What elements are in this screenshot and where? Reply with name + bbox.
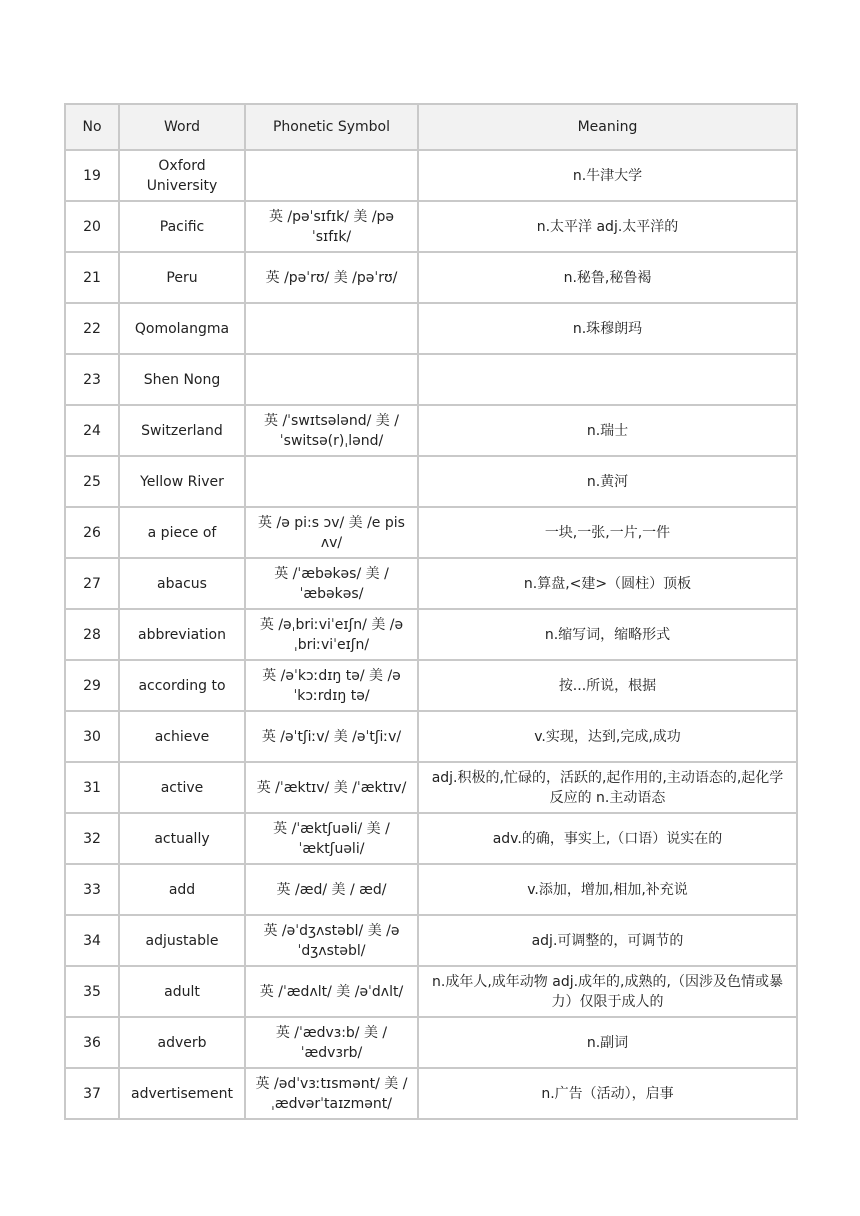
table-row	[65, 303, 797, 354]
cell-phonetic: 英 /pəˈsɪfɪk/ 美 /pəˈsɪfɪk/	[245, 201, 418, 252]
cell-meaning: adj.积极的,忙碌的，活跃的,起作用的,主动语态的,起化学反应的 n.主动语态	[418, 762, 797, 813]
cell-no: 20	[65, 201, 119, 252]
cell-word: Yellow River	[119, 456, 245, 507]
cell-meaning: adv.的确，事实上,（口语）说实在的	[418, 813, 797, 864]
table-row	[65, 609, 797, 660]
cell-no: 37	[65, 1068, 119, 1119]
cell-phonetic: 英 /ˈswɪtsələnd/ 美 /ˈswitsə(r)ˌlənd/	[245, 405, 418, 456]
table-row	[65, 813, 797, 864]
table-row	[65, 966, 797, 1017]
cell-word: Peru	[119, 252, 245, 303]
header-word: Word	[119, 104, 245, 150]
cell-meaning: n.秘鲁,秘鲁褐	[418, 252, 797, 303]
cell-no: 27	[65, 558, 119, 609]
cell-no: 23	[65, 354, 119, 405]
table-row	[65, 150, 797, 201]
cell-meaning: n.成年人,成年动物 adj.成年的,成熟的,（因涉及色情或暴力）仅限于成人的	[418, 966, 797, 1017]
cell-no: 19	[65, 150, 119, 201]
cell-no: 21	[65, 252, 119, 303]
cell-word: Shen Nong	[119, 354, 245, 405]
cell-phonetic: 英 /əˈkɔːdɪŋ tə/ 美 /əˈkɔːrdɪŋ tə/	[245, 660, 418, 711]
cell-meaning: 一块,一张,一片,一件	[418, 507, 797, 558]
vocabulary-table	[64, 103, 798, 1120]
header-meaning: Meaning	[418, 104, 797, 150]
table-row	[65, 864, 797, 915]
header-phonetic: Phonetic Symbol	[245, 104, 418, 150]
cell-meaning: n.缩写词，缩略形式	[418, 609, 797, 660]
cell-word: abacus	[119, 558, 245, 609]
cell-meaning: n.珠穆朗玛	[418, 303, 797, 354]
cell-no: 22	[65, 303, 119, 354]
cell-phonetic	[245, 150, 418, 201]
cell-phonetic: 英 /pəˈrʊ/ 美 /pəˈrʊ/	[245, 252, 418, 303]
cell-word: adult	[119, 966, 245, 1017]
table-row	[65, 711, 797, 762]
cell-no: 24	[65, 405, 119, 456]
cell-no: 26	[65, 507, 119, 558]
cell-phonetic: 英 /ə pi:s ɔv/ 美 /e pis ʌv/	[245, 507, 418, 558]
cell-no: 36	[65, 1017, 119, 1068]
cell-phonetic	[245, 456, 418, 507]
cell-no: 30	[65, 711, 119, 762]
cell-phonetic: 英 /ˈæbəkəs/ 美 /ˈæbəkəs/	[245, 558, 418, 609]
cell-meaning: v.实现，达到,完成,成功	[418, 711, 797, 762]
table-header-row	[65, 104, 797, 150]
table-row	[65, 915, 797, 966]
cell-word: Qomolangma	[119, 303, 245, 354]
cell-no: 29	[65, 660, 119, 711]
cell-phonetic: 英 /ˈædvɜ:b/ 美 /ˈædvɜrb/	[245, 1017, 418, 1068]
cell-word: according to	[119, 660, 245, 711]
cell-meaning: n.算盘,<建>（圆柱）顶板	[418, 558, 797, 609]
cell-meaning: n.瑞士	[418, 405, 797, 456]
cell-meaning: n.广告（活动），启事	[418, 1068, 797, 1119]
table-row	[65, 201, 797, 252]
cell-meaning: 按...所说，根据	[418, 660, 797, 711]
table-row	[65, 1017, 797, 1068]
cell-word: advertisement	[119, 1068, 245, 1119]
cell-word: a piece of	[119, 507, 245, 558]
cell-phonetic: 英 /əˌbriːviˈeɪʃn/ 美 /əˌbriːviˈeɪʃn/	[245, 609, 418, 660]
cell-meaning: n.牛津大学	[418, 150, 797, 201]
cell-no: 28	[65, 609, 119, 660]
cell-phonetic: 英 /ˈæktʃuəli/ 美 /ˈæktʃuəli/	[245, 813, 418, 864]
header-no: No	[65, 104, 119, 150]
table-row	[65, 1068, 797, 1119]
table-row	[65, 354, 797, 405]
cell-word: achieve	[119, 711, 245, 762]
cell-word: adverb	[119, 1017, 245, 1068]
cell-word: Pacific	[119, 201, 245, 252]
cell-no: 25	[65, 456, 119, 507]
table-row	[65, 456, 797, 507]
cell-word: abbreviation	[119, 609, 245, 660]
table-body	[65, 150, 797, 1119]
cell-meaning: n.副词	[418, 1017, 797, 1068]
cell-phonetic: 英 /ədˈvɜːtɪsmənt/ 美 /ˌædvərˈtaɪzmənt/	[245, 1068, 418, 1119]
cell-word: Switzerland	[119, 405, 245, 456]
cell-meaning: n.黄河	[418, 456, 797, 507]
cell-word: add	[119, 864, 245, 915]
cell-word: Oxford University	[119, 150, 245, 201]
table-row	[65, 558, 797, 609]
table-row	[65, 660, 797, 711]
cell-phonetic: 英 /ˈæktɪv/ 美 /ˈæktɪv/	[245, 762, 418, 813]
cell-phonetic	[245, 354, 418, 405]
cell-phonetic: 英 /ˈædʌlt/ 美 /əˈdʌlt/	[245, 966, 418, 1017]
cell-meaning: n.太平洋 adj.太平洋的	[418, 201, 797, 252]
cell-meaning: adj.可调整的，可调节的	[418, 915, 797, 966]
cell-no: 34	[65, 915, 119, 966]
cell-meaning	[418, 354, 797, 405]
cell-word: actually	[119, 813, 245, 864]
table-row	[65, 762, 797, 813]
cell-phonetic: 英 /əˈtʃiːv/ 美 /əˈtʃiːv/	[245, 711, 418, 762]
table-row	[65, 252, 797, 303]
table-row	[65, 507, 797, 558]
cell-phonetic	[245, 303, 418, 354]
cell-meaning: v.添加，增加,相加,补充说	[418, 864, 797, 915]
cell-word: active	[119, 762, 245, 813]
cell-word: adjustable	[119, 915, 245, 966]
cell-no: 31	[65, 762, 119, 813]
cell-phonetic: 英 /əˈdʒʌstəbl/ 美 /əˈdʒʌstəbl/	[245, 915, 418, 966]
cell-no: 32	[65, 813, 119, 864]
cell-no: 35	[65, 966, 119, 1017]
table-row	[65, 405, 797, 456]
cell-no: 33	[65, 864, 119, 915]
cell-phonetic: 英 /æd/ 美 / æd/	[245, 864, 418, 915]
